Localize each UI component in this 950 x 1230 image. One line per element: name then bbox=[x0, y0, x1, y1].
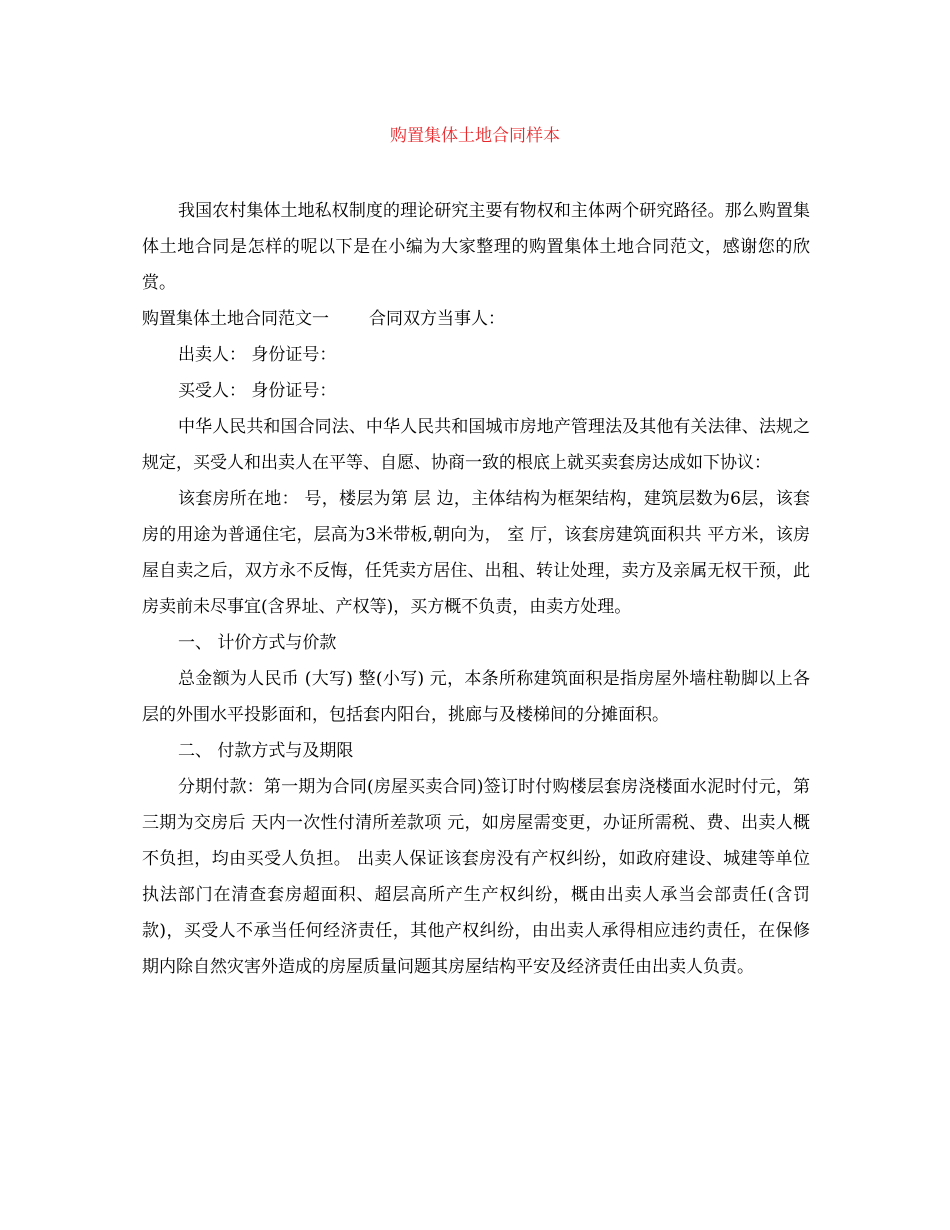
buyer-line: 买受人： 身份证号： bbox=[178, 381, 337, 401]
seller-line: 出卖人： 身份证号： bbox=[178, 345, 337, 365]
clause1-paragraph: 总金额为人民币 (大写) 整(小写) 元，本条所称建筑面积是指房屋外墙柱勒脚以上各层的外围水平投影面和，包括套内阳台，挑廊与及楼梯间的分摊面积。 bbox=[142, 669, 810, 725]
property-paragraph: 该套房所在地： 号，楼层为第 层 边，主体结构为框架结构，建筑层数为6层，该套房的用途为普通住宅，层高为3米带板,朝向为， 室 厅，该套房建筑面积共 平方米，该房屋自卖之后，双方永不反悔，任凭卖方居住、出租、转让处理，卖方及亲属无权干预，此房卖前未尽事宜(含界址、产权等)，买方概不负责，由卖方处理。 bbox=[142, 489, 810, 617]
clause1-heading: 一、 计价方式与价款 bbox=[178, 633, 337, 653]
section-heading: 购置集体土地合同范文一 bbox=[142, 309, 329, 329]
basis-paragraph: 中华人民共和国合同法、中华人民共和国城市房地产管理法及其他有关法律、法规之规定，买受人和出卖人在平等、自愿、协商一致的根底上就买卖套房达成如下协议： bbox=[142, 417, 810, 473]
document-body bbox=[142, 193, 810, 985]
intro-paragraph: 我国农村集体土地私权制度的理论研究主要有物权和主体两个研究路径。那么购置集体土地合同是怎样的呢以下是在小编为大家整理的购置集体土地合同范文，感谢您的欣赏。 bbox=[142, 201, 810, 293]
clause2-heading: 二、 付款方式与及期限 bbox=[178, 741, 354, 761]
clause2-paragraph: 分期付款：第一期为合同(房屋买卖合同)签订时付购楼层套房浇楼面水泥时付元，第三期为交房后 天内一次性付清所差款项 元，如房屋需变更，办证所需税、费、出卖人概不负担，均由买受人负担。 出卖人保证该套房没有产权纠纷，如政府建设、城建等单位执法部门在清查套房超面积、超层高所产生产权纠纷，概由出卖人承当会部责任(含罚款)，买受人不承当任何经济责任，其他产权纠纷，由出卖人承得相应违约责任，在保修期内除自然灾害外造成的房屋质量问题其房屋结构平安及经济责任由出卖人负责。 bbox=[142, 777, 810, 977]
parties-label: 合同双方当事人： bbox=[369, 309, 505, 329]
document-title: 购置集体土地合同样本 bbox=[390, 126, 560, 146]
section-heading-line bbox=[142, 301, 810, 337]
